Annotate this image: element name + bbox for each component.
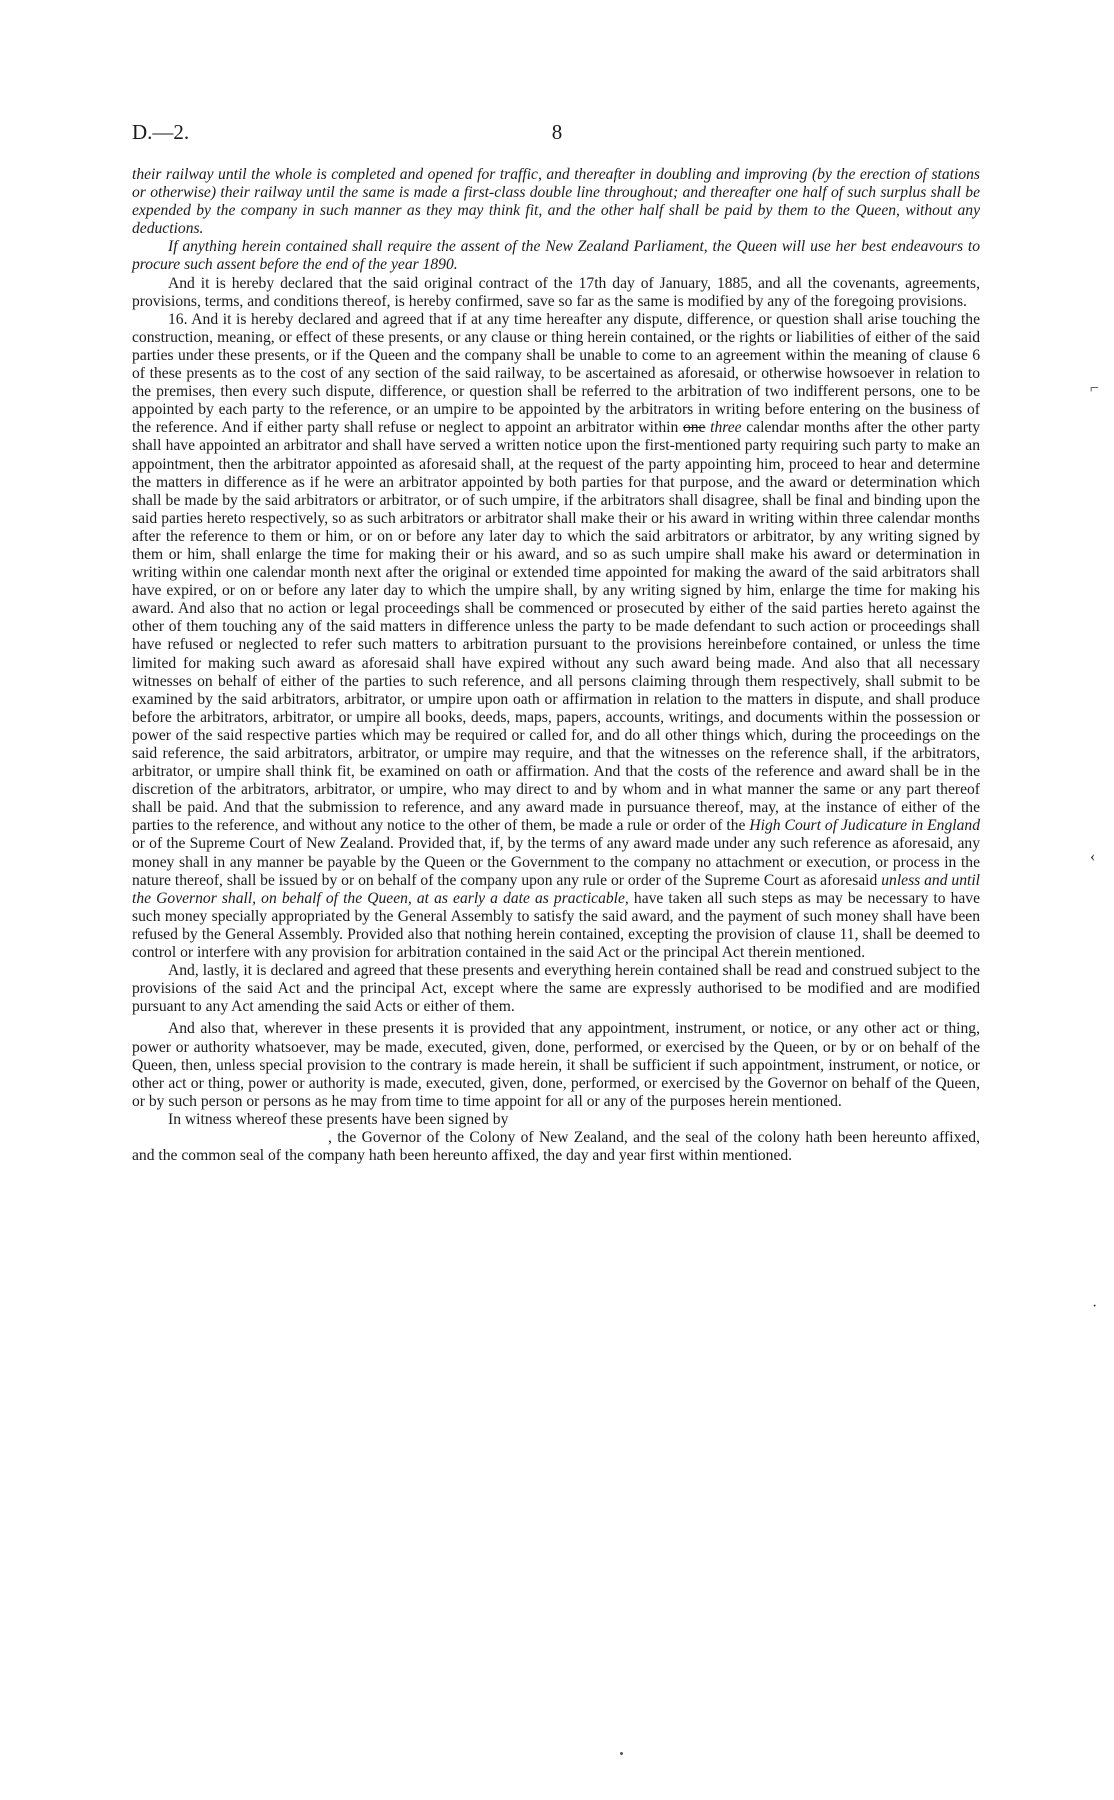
paragraph-signature	[132, 1129, 980, 1165]
clause-16-text-c: or of the Supreme Court of New Zealand. Provided that, if, by the terms of any award made under any such reference as aforesaid, any money shall in any manner be payable by the Queen or the Government to the company no attachment or execution, or process in the nature thereof, shall be issued by or on behalf of the company upon any rule or order of the Supreme Court as aforesaid	[132, 835, 980, 889]
margin-mark: ⌐	[1090, 380, 1100, 397]
document-reference: D.—2.	[132, 120, 190, 144]
document-body	[132, 166, 980, 1165]
paragraph-witness: In witness whereof these presents have been signed by	[168, 1110, 509, 1128]
signature-text: , the Governor of the Colony of New Zealand, and the seal of the colony hath been hereunto affixed, and the common seal of the company hath been hereunto affixed, the day and year first within mentioned.	[132, 1128, 980, 1165]
margin-mark: ‹	[1090, 848, 1096, 865]
paragraph-lastly: And, lastly, it is declared and agreed that these presents and everything herein contained shall be read and construed subject to the provisions of the said Act and the principal Act, except where the same are expressly authorised to be modified and are modified pursuant to any Act amending the said Acts or either of them.	[132, 962, 980, 1016]
clause-16-text-b: calendar months after the other party shall have appointed an arbitrator and shall have served a written notice upon the first-mentioned party requiring such party to make an appointment, then the arbitrator appointed as aforesaid shall, at the request of the party appointing him, proceed to hear and determine the matters in difference as if he were an arbitrator appointed by both parties for that purpose, and the award or determination which shall be made by the said arbitrators or arbitrator, or of such umpire, if the arbitrators shall disagree, shall be final and binding upon the said parties hereto respectively, so as such arbitrators or arbitrator shall make their or his award in writing within three calendar months after the reference to them or him, or on or before any later day to which the said arbitrators or arbitrator, by any writing signed by them or him, shall enlarge the time for making their or his award, and so as such umpire shall make his award or determination in writing within one calendar month next after the original or extended time appointed for making the award of the said arbitrators shall have expired, or on or before any later day to which the umpire shall, by any writing signed by him, enlarge the time for making his award. And also that no action or legal proceedings shall be commenced or prosecuted by either of the said parties hereto against the other of them touching any of the said matters in difference unless the party to be made defendant to such action or proceedings shall have refused or neglected to refer such matters to arbitration pursuant to the provisions hereinbefore contained, or unless the time limited for making such award as aforesaid shall have expired without any such award being made. And also that all necessary witnesses on behalf of either of the parties to such reference, and all persons claiming through them respectively, shall submit to be examined by the said arbitrators, arbitrator, or umpire upon oath or affirmation in relation to the matters in dispute, and shall produce before the arbitrators, arbitrator, or umpire all books, deeds, maps, papers, accounts, writings, and documents within the possession or power of the said respective parties which may be required or called for, and do all other things which, during the proceedings on the said reference, the said arbitrators, arbitrator, or umpire may require, and that the witnesses on the reference shall, if the arbitrators, arbitrator, or umpire shall think fit, be examined on oath or affirmation. And that the costs of the reference and award shall be in the discretion of the arbitrators, arbitrator, or umpire, who may direct to and by whom and in what manner the same or any part thereof shall be paid. And that the submission to reference, and any award made in pursuance thereof, may, at the instance of either of the parties to the reference, and without any notice to the other of them, be made a rule or order of the	[132, 419, 981, 835]
clause-16-text-a: 16. And it is hereby declared and agreed that if at any time hereafter any dispute, difference, or question shall arise touching the construction, meaning, or effect of these presents, or any clause or thing herein contained, or the rights or liabilities of either of the said parties under these presents, or if the Queen and the company shall be unable to come to an agreement within the meaning of clause 6 of these presents as to the cost of any section of the said railway, to be ascertained as aforesaid, or otherwise howsoever in relation to the premises, then every such dispute, difference, or question shall be referred to the arbitration of two indifferent persons, one to be appointed by each party to the reference, or an umpire to be appointed by the arbitrators in writing before entering on the business of the reference. And if either party shall refuse or neglect to appoint an arbitrator within	[132, 310, 980, 437]
page-header	[132, 120, 982, 150]
paragraph-continuation: their railway until the whole is completed and opened for traffic, and thereafter in doubling and improving (by the erection of stations or otherwise) their railway until the same is made a first-class double line throughout; and thereafter one half of such surplus shall be expended by the company in such manner as they may think fit, and the other half shall be paid by them to the Queen, without any deductions.	[132, 166, 980, 238]
margin-mark: ·	[1092, 1298, 1098, 1315]
paragraph-governor-authority: And also that, wherever in these presents it is provided that any appointment, instrument, or notice, or any other act or thing, power or authority whatsoever, may be made, executed, given, done, performed, or exercised by the Queen, or by or on behalf of the Queen, then, unless special provision to the contrary is made herein, it shall be sufficient if such appointment, instrument, or notice, or other act or thing, power or authority is made, executed, given, done, performed, or exercised by the Governor on behalf of the Queen, or by such person or persons as he may from time to time appoint for all or any of the purposes herein mentioned.	[132, 1020, 980, 1110]
court-name: High Court of Judicature in England	[749, 817, 980, 835]
struck-word: one	[682, 419, 706, 437]
speck	[620, 1752, 623, 1755]
paragraph-parliament-assent: If anything herein contained shall require the assent of the New Zealand Parliament, the Queen will use her best endeavours to procure such assent before the end of the year 1890.	[132, 238, 980, 274]
paragraph-contract-confirmed: And it is hereby declared that the said original contract of the 17th day of January, 1885, and all the covenants, agreements, provisions, terms, and conditions thereof, is hereby confirmed, save so far as the same is modified by any of the foregoing provisions.	[132, 274, 980, 310]
page-number: 8	[551, 120, 563, 144]
inserted-word: three	[710, 419, 742, 437]
clause-16-text-d: have taken all such steps as may be necessary to have such money specially appropriated by the General Assembly to satisfy the said award, and the payment of such money shall have been refused by the General Assembly. Provided also that nothing herein contained, excepting the provision of clause 11, shall be deemed to control or interfere with any provision for arbitration contained in the said Act or the principal Act therein mentioned.	[132, 889, 981, 962]
paragraph-clause-16	[132, 311, 980, 962]
inserted-governor-clause: unless and until the Governor shall, on behalf of the Queen, at as early a date as practicable,	[132, 871, 981, 907]
